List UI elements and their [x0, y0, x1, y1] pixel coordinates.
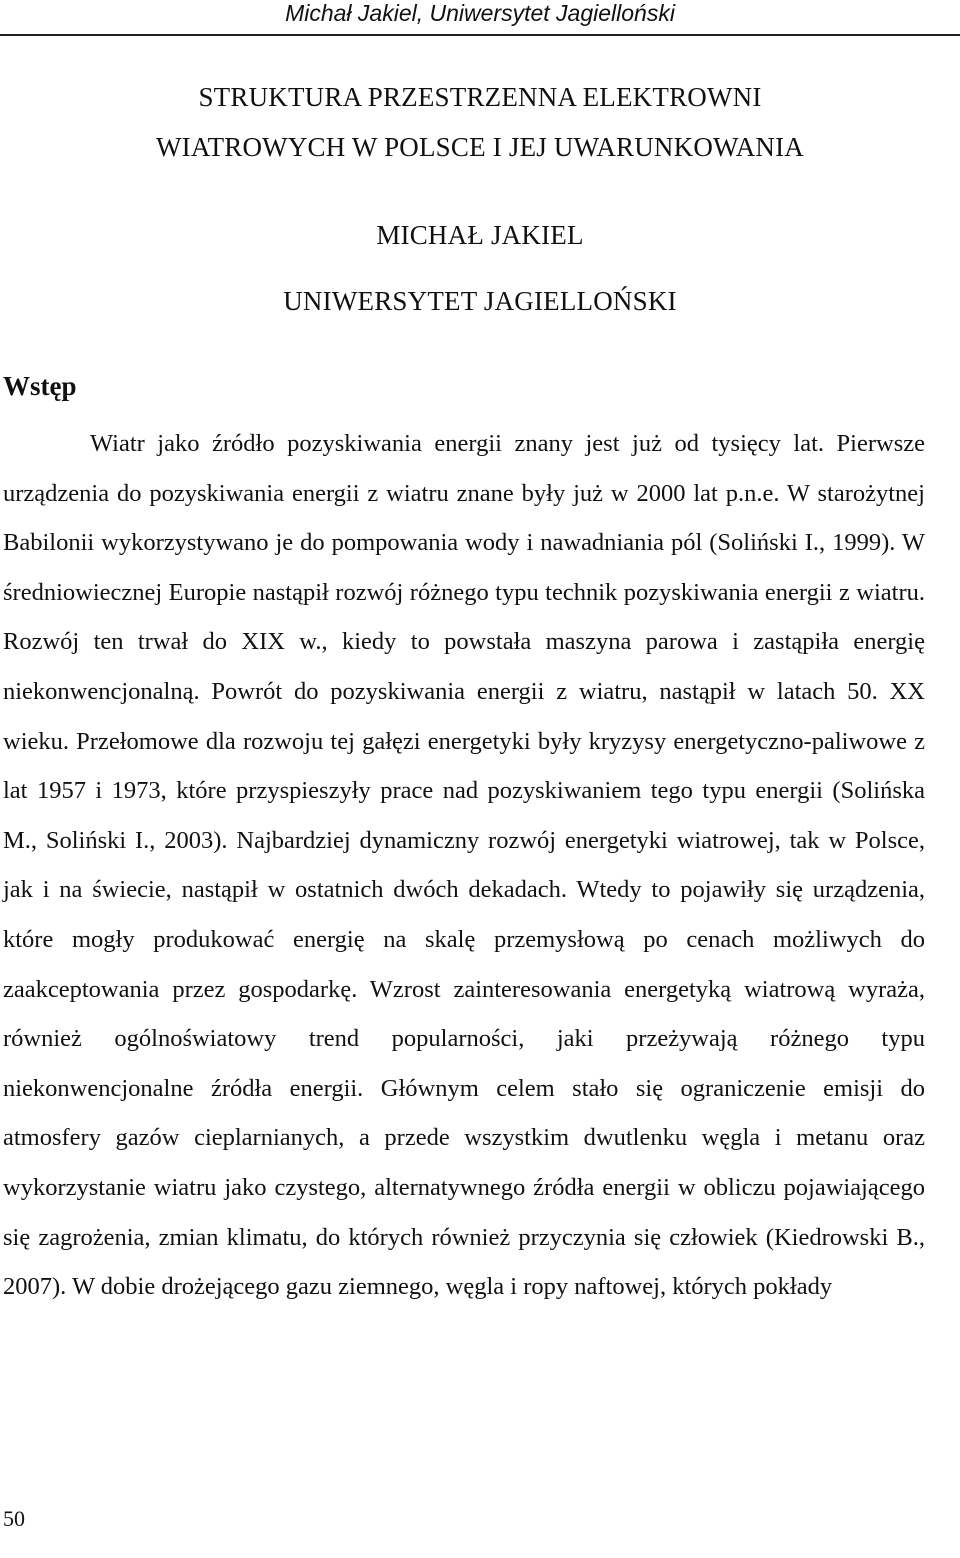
running-header-text: Michał Jakiel, Uniwersytet Jagielloński [285, 0, 675, 26]
author-affiliation: UNIWERSYTET JAGIELLOŃSKI [283, 286, 677, 316]
paper-title-line-1: STRUKTURA PRZESTRZENNA ELEKTROWNI [198, 82, 762, 112]
running-header [0, 0, 960, 36]
page-number: 50 [3, 1506, 25, 1531]
section-heading: Wstęp [3, 371, 77, 401]
body-paragraph: Wiatr jako źródło pozyskiwania energii znany jest już od tysięcy lat. Pierwsze urządzenia do pozyskiwania energii z wiatru znane były już w 2000 lat p.n.e. W starożytnej Babilonii wykorzystywano je do pompowania wody i nawadniania pól (Soliński I., 1999). W średniowiecznej Europie nastąpił rozwój różnego typu technik pozyskiwania energii z wiatru. Rozwój ten trwał do XIX w., kiedy to powstała maszyna parowa i zastąpiła energię niekonwencjonalną. Powrót do pozyskiwania energii z wiatru, nastąpił w latach 50. XX wieku. Przełomowe dla rozwoju tej gałęzi energetyki były kryzysy energetyczno-paliwowe z lat 1957 i 1973, które przyspieszyły prace nad pozyskiwaniem tego typu energii (Solińska M., Soliński I., 2003). Najbardziej dynamiczny rozwój energetyki wiatrowej, tak w Polsce, jak i na świecie, nastąpił w ostatnich dwóch dekadach. Wtedy to pojawiły się urządzenia, które mogły produkować energię na skalę przemysłową po cenach możliwych do zaakceptowania przez gospodarkę. Wzrost zainteresowania energetyką wiatrową wyraża, również ogólnoświatowy trend popularności, jaki przeżywają różnego typu niekonwencjonalne źródła energii. Głównym celem stało się ograniczenie emisji do atmosfery gazów cieplarnianych, a przede wszystkim dwutlenku węgla i metanu oraz wykorzystanie wiatru jako czystego, alternatywnego źródła energii w obliczu pojawiającego się zagrożenia, zmian klimatu, do których również przyczynia się człowiek (Kiedrowski B., 2007). W dobie drożejącego gazu ziemnego, węgla i ropy naftowej, których pokłady [3, 430, 925, 1301]
paper-title-line-2: WIATROWYCH W POLSCE I JEJ UWARUNKOWANIA [155, 132, 805, 162]
author-name: MICHAŁ JAKIEL [376, 220, 584, 250]
